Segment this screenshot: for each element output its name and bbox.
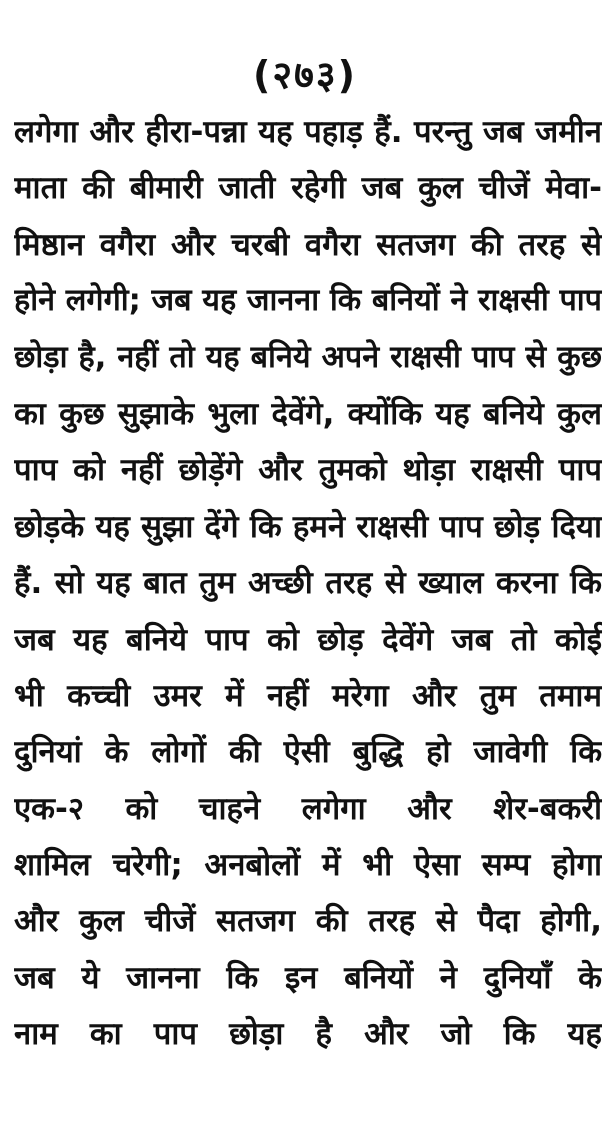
text-line: एक-२ को चाहने लगेगा और शेर-बकरी bbox=[14, 790, 602, 827]
text-line: का कुछ सुझाके भुला देवेंगे, क्योंकि यह बनिये कुल bbox=[14, 395, 602, 432]
text-line: और कुल चीजें सतजग की तरह से पैदा होगी, bbox=[14, 903, 602, 940]
text-line: मिष्ठान वगैरा और चरबी वगैरा सतजग की तरह से bbox=[14, 226, 602, 263]
text-line: हैं. सो यह बात तुम अच्छी तरह से ख्याल करना कि bbox=[14, 565, 602, 602]
text-line: लगेगा और हीरा-पन्ना यह पहाड़ हैं. परन्तु जब जमीन bbox=[14, 114, 602, 150]
text-line: पाप को नहीं छोड़ेंगे और तुमको थोड़ा राक्षसी पाप bbox=[14, 452, 602, 489]
text-line: भी कच्ची उमर में नहीं मरेगा और तुम तमाम bbox=[14, 677, 602, 714]
text-line: जब यह बनिये पाप को छोड़ देवेंगे जब तो कोई bbox=[14, 621, 602, 658]
text-line: माता की बीमारी जाती रहेगी जब कुल चीजें मेवा- bbox=[14, 170, 602, 207]
text-line: शामिल चरेगी; अनबोलों में भी ऐसा सम्प होगा bbox=[14, 847, 602, 884]
text-line: होने लगेगी; जब यह जानना कि बनियों ने राक्षसी पाप bbox=[14, 283, 602, 319]
text-line: छोड़के यह सुझा देंगे कि हमने राक्षसी पाप छोड़ दिया bbox=[14, 508, 602, 545]
text-line: नाम का पाप छोड़ा है और जो कि यह bbox=[14, 1016, 602, 1053]
text-line: दुनियां के लोगों की ऐसी बुद्धि हो जावेगी कि bbox=[14, 734, 602, 771]
page-number: (२७३) bbox=[252, 53, 357, 97]
text-line: जब ये जानना कि इन बनियों ने दुनियाँ के bbox=[14, 959, 602, 996]
body-text bbox=[14, 104, 602, 1063]
text-line: छोड़ा है, नहीं तो यह बनिये अपने राक्षसी पाप से कुछ bbox=[14, 339, 602, 375]
